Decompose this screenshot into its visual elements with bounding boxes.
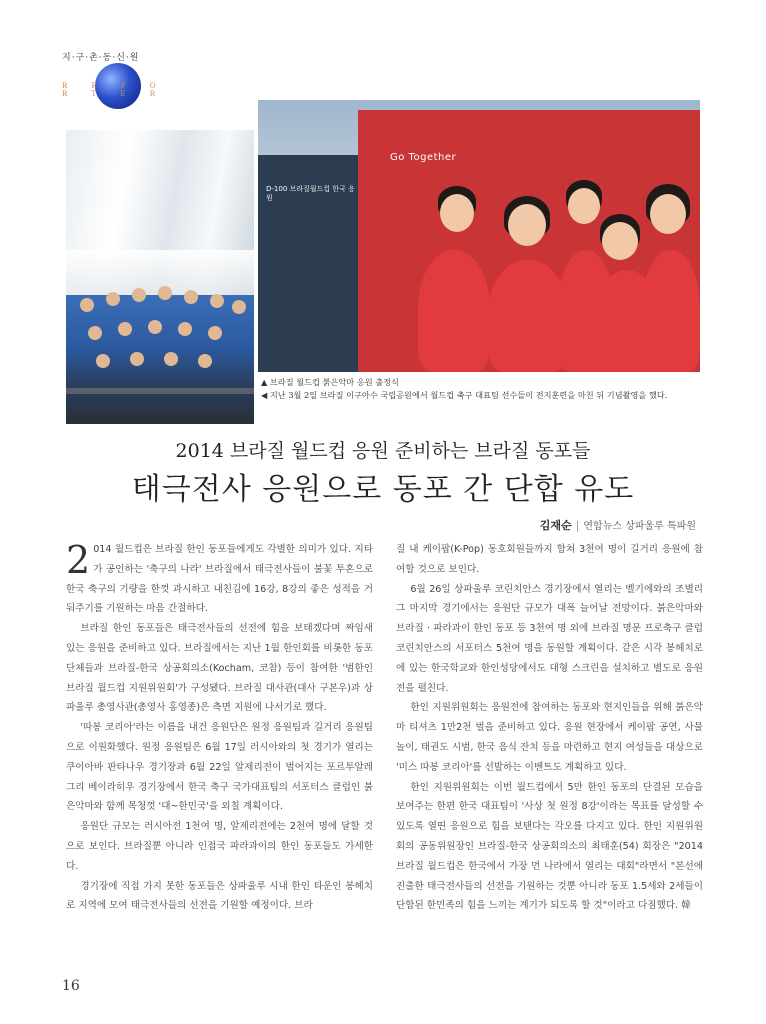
fan-figure: [642, 250, 700, 372]
page-number: 16: [62, 978, 80, 994]
player-head: [178, 322, 192, 336]
article-paragraph: 브라질 한인 동포들은 태극전사들의 선전에 힘을 보태겠다며 짜임새 있는 응원을 준비하고 있다. 브라질에서는 지난 1월 한인회를 비롯한 동포 단체들과 브라질-한국 상공회의소(Kocham, 코참) 등이 참여한 '범한인 브라질 월드컵 지원위원회'가 구성됐다. 브라질 대사관(대사 구본우)과 상파울루 총영사관(총영사 홍영종)은 측면 지원에 나서기로 했다.: [66, 623, 373, 714]
player-head: [106, 292, 120, 306]
fan-figure: [488, 260, 568, 372]
article-paragraph: 질 내 케이팝(K-Pop) 동호회원들까지 합쳐 3천여 명이 길거리 응원에 참여할 것으로 보인다.: [396, 544, 703, 575]
team-photo-waterfall: [66, 130, 254, 424]
player-head: [164, 352, 178, 366]
player-head: [232, 300, 246, 314]
team-group: [66, 295, 254, 424]
article-headline: 태극전사 응원으로 동포 간 단합 유도: [131, 472, 635, 507]
article-paragraph: 6월 26일 상파울루 코린치안스 경기장에서 열리는 벨기에와의 조별리그 마지막 경기에서는 응원단 규모가 대폭 늘어날 전망이다. 붉은악마와 브라질 · 파라과이 한인 동포 등 3천여 명 외에 브라질 명문 프로축구 클럽 코린치안스의 서포터스 5천여 명을 동원할 계획이다. 같은 시각 봉헤치로에 있는 한국학교와 한인성당에서도 대형 스크린을 설치하고 별도로 응원전을 펼친다.: [396, 583, 703, 694]
author-role: 연합뉴스 상파울루 특파원: [583, 521, 696, 532]
player-head: [210, 294, 224, 308]
photo-caption: ▲ 브라질 월드컵 붉은악마 응원 출정식: [261, 377, 399, 387]
section-label: 지·구·촌·동·신·원: [62, 53, 140, 63]
author-name: 김재순: [539, 519, 572, 532]
player-head: [184, 290, 198, 304]
railing: [66, 388, 254, 394]
article-paragraph: '따봉 코리아'라는 이름을 내건 응원단은 원정 응원팀과 길거리 응원팀으로 이원화했다. 원정 응원팀은 6월 17일 러시아와의 첫 경기가 열리는 쿠이아바 판타나우 경기장과 6월 22일 알제리전이 벌어지는 포르투알레그리 베이라히우 경기장에서 한국 축구 국가대표팀의 서포터스 클럽인 붉은악마와 함께 목청껏 '대~한민국'을 외칠 계획이다.: [66, 722, 373, 813]
fan-face: [440, 194, 474, 232]
player-head: [80, 298, 94, 312]
article-column-right: [396, 540, 703, 916]
player-head: [96, 354, 110, 368]
article-paragraph: [66, 540, 373, 619]
article-paragraph: 경기장에 직접 가지 못한 동포들은 상파울루 시내 한인 타운인 봉헤치로 지역에 모여 태극전사들의 선전을 기원할 예정이다. 브라: [66, 880, 373, 912]
fan-face: [650, 194, 686, 234]
player-head: [148, 320, 162, 334]
article-column-left: [66, 540, 373, 916]
byline: [540, 517, 696, 533]
backdrop-slogan: Go Together: [390, 152, 457, 163]
player-head: [158, 286, 172, 300]
player-head: [88, 326, 102, 340]
paragraph-text: 014 월드컵은 브라질 한인 동포들에게도 각별한 의미가 있다. 지타가 공인하는 '축구의 나라' 브라질에서 태극전사들이 불꽃 투혼으로 한국 축구의 기량을 한껏 과시하고 내친김에 16강, 8강의 좋은 성적을 거둬주기를 기원하는 마음 간절하다.: [66, 544, 373, 615]
player-head: [198, 354, 212, 368]
article-subhead: 2014 브라질 월드컵 응원 준비하는 브라질 동포들: [175, 440, 591, 462]
banner-text: D-100 브라질월드컵 한국 응원: [266, 185, 355, 202]
dropcap: 2: [66, 538, 91, 582]
article-paragraph: 한인 지원위원회는 이번 월드컵에서 5만 한인 동포의 단결된 모습을 보여주는 한편 한국 대표팀이 '사상 첫 원정 8강'이라는 목표를 달성할 수 있도록 열띤 응원으로 힘을 보탠다는 각오를 다지고 있다. 한인 지원위원회의 공동위원장인 브라질-한국 상공회의소의 최태훈(54) 회장은 "2014 브라질 월드컵은 한국에서 가장 먼 나라에서 열리는 대회"라면서 "본선에 진출한 태극전사들의 선전을 기원하는 것뿐 아니라 동포 1.5세와 2세들이 단합된 한민족의 힘을 느끼는 계기가 되도록 할 것"이라고 다짐했다. 韓: [396, 781, 703, 912]
article-paragraph: 한인 지원위원회는 응원전에 참여하는 동포와 현지인들을 위해 붉은악마 티셔츠 1만2천 벌을 준비하고 있다. 응원 현장에서 케이팝 공연, 사물놀이, 태권도 시범, 한국 음식 잔치 등을 마련하고 현지 여성들을 대상으로 '미스 따봉 코리아'를 선발하는 이벤트도 계획하고 있다.: [396, 702, 703, 773]
fan-face: [508, 204, 546, 246]
fan-figure: [418, 250, 490, 372]
reporter-label: R E P O R T E R: [62, 82, 167, 98]
fan-face: [602, 222, 638, 260]
player-head: [118, 322, 132, 336]
player-head: [132, 288, 146, 302]
byline-separator: |: [575, 519, 580, 532]
fan-face: [568, 188, 600, 224]
photo-caption: ◀ 지난 3월 2일 브라질 이구아수 국립공원에서 월드컵 축구 대표팀 선수들이 전지훈련을 마친 뒤 기념촬영을 했다.: [261, 390, 668, 400]
player-head: [208, 326, 222, 340]
fans-photo: [258, 100, 700, 372]
player-head: [130, 352, 144, 366]
article-paragraph: 응원단 규모는 러시아전 1천여 명, 알제리전에는 2천여 명에 달할 것으로 보인다. 브라질뿐 아니라 인접국 파라과이의 한인 동포들도 가세한다.: [66, 821, 373, 872]
